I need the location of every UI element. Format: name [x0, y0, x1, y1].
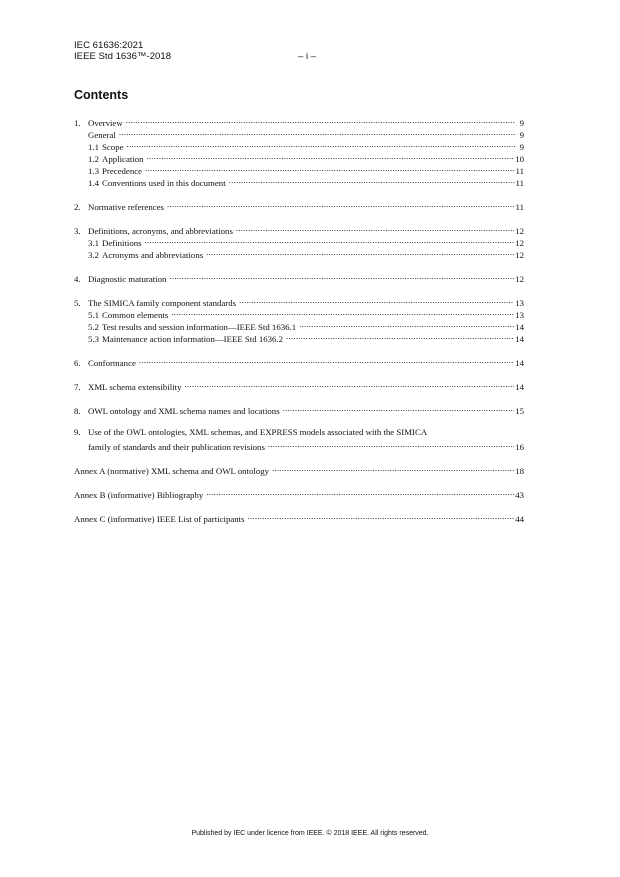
toc-entry-number: 1.2 — [88, 154, 99, 164]
toc-entry[interactable] — [74, 114, 524, 126]
toc-entry[interactable] — [74, 426, 524, 438]
toc-entry-page: 12 — [515, 274, 524, 284]
toc-entry-page: 15 — [515, 406, 524, 416]
toc-leader-dots — [229, 174, 515, 186]
toc-entry-label: Normative references — [88, 202, 164, 212]
page-title: Contents — [74, 88, 129, 102]
toc-entry-label: Test results and session information—IEEE Std 1636.1 — [102, 322, 297, 332]
toc-entry-label: Maintenance action information—IEEE Std 1636.2 — [102, 334, 284, 344]
toc-entry-number: 3.2 — [88, 250, 99, 260]
toc-entry-label-continued: family of standards and their publication revisions — [88, 442, 265, 452]
table-of-contents — [74, 114, 524, 522]
toc-entry-page: 12 — [515, 250, 524, 260]
toc-entry-page: 11 — [515, 202, 524, 212]
toc-entry-label: Conventions used in this document — [102, 178, 226, 188]
toc-leader-dots — [167, 198, 515, 210]
toc-leader-dots — [268, 438, 514, 450]
toc-entry-page: 11 — [515, 178, 524, 188]
toc-entry-page: 13 — [515, 310, 524, 320]
toc-leader-dots — [299, 318, 514, 330]
toc-leader-dots — [119, 126, 515, 138]
toc-entry-number: 5.2 — [88, 322, 99, 332]
toc-entry-page: 16 — [515, 442, 524, 452]
toc-entry[interactable] — [74, 354, 524, 366]
toc-entry[interactable] — [74, 294, 524, 306]
toc-entry-page: 14 — [515, 334, 524, 344]
toc-leader-dots — [169, 270, 514, 282]
toc-entry-label: The SIMICA family component standards — [88, 298, 237, 308]
toc-entry-number: 4. — [74, 274, 81, 284]
toc-entry-number: 7. — [74, 382, 81, 392]
toc-entry[interactable] — [74, 510, 524, 522]
toc-entry[interactable] — [74, 138, 524, 150]
toc-leader-dots — [145, 162, 514, 174]
toc-leader-dots — [185, 378, 515, 390]
copyright-footer: Published by IEC under licence from IEEE. © 2018 IEEE. All rights reserved. — [191, 830, 429, 837]
header-standard-iec: IEC 61636:2021 — [74, 40, 144, 51]
toc-entry-page: 14 — [515, 322, 524, 332]
toc-entry-number: 5.1 — [88, 310, 99, 320]
toc-entry-page: 9 — [519, 130, 524, 140]
toc-entry-page: 12 — [515, 226, 524, 236]
toc-entry-page: 43 — [515, 490, 524, 500]
toc-entry-number: 5.3 — [88, 334, 99, 344]
toc-entry-label: Annex B (informative) Bibliography — [74, 490, 204, 500]
toc-entry-label: Diagnostic maturation — [88, 274, 167, 284]
toc-entry-label: Application — [102, 154, 144, 164]
toc-leader-dots — [272, 462, 514, 474]
toc-entry-page: 13 — [515, 298, 524, 308]
toc-entry-number: 6. — [74, 358, 81, 368]
toc-leader-dots — [206, 486, 514, 498]
toc-entry[interactable] — [74, 378, 524, 390]
toc-entry-label: Scope — [102, 142, 124, 152]
toc-entry[interactable] — [74, 486, 524, 498]
toc-entry-label: OWL ontology and XML schema names and locations — [88, 406, 280, 416]
toc-leader-dots — [171, 306, 514, 318]
toc-entry-page: 14 — [515, 382, 524, 392]
toc-entry-number: 8. — [74, 406, 81, 416]
toc-entry[interactable] — [74, 462, 524, 474]
toc-entry-label: Acronyms and abbreviations — [102, 250, 204, 260]
toc-entry-label: Annex C (informative) IEEE List of participants — [74, 514, 245, 524]
toc-entry-number: 3.1 — [88, 238, 99, 248]
toc-entry-page: 11 — [515, 166, 524, 176]
toc-leader-dots — [145, 234, 515, 246]
toc-leader-dots — [286, 330, 514, 342]
toc-entry-label: Common elements — [102, 310, 169, 320]
toc-entry-page: 14 — [515, 358, 524, 368]
toc-entry-label: Conformance — [88, 358, 136, 368]
toc-entry-number: 2. — [74, 202, 81, 212]
toc-entry-page: 44 — [515, 514, 524, 524]
toc-entry-number: 1.3 — [88, 166, 99, 176]
toc-entry-label: General — [88, 130, 116, 140]
toc-entry-page: 10 — [515, 154, 524, 164]
toc-leader-dots — [248, 510, 515, 522]
toc-leader-dots — [283, 402, 515, 414]
toc-entry[interactable] — [74, 150, 524, 162]
toc-leader-dots — [236, 222, 514, 234]
page-number: – i – — [298, 51, 317, 62]
toc-entry[interactable] — [74, 270, 524, 282]
header-standard-ieee: IEEE Std 1636™-2018 — [74, 51, 172, 62]
toc-leader-dots — [126, 114, 515, 126]
toc-entry-number: 9. — [74, 427, 81, 437]
toc-entry-label: Overview — [88, 118, 123, 128]
toc-entry[interactable] — [74, 402, 524, 414]
toc-entry-page: 18 — [515, 466, 524, 476]
toc-leader-dots — [147, 150, 515, 162]
toc-leader-dots — [239, 294, 514, 306]
toc-entry-label: Precedence — [102, 166, 143, 176]
toc-entry-label: Definitions — [102, 238, 142, 248]
toc-entry[interactable] — [74, 126, 524, 138]
toc-entry-number: 1.4 — [88, 178, 99, 188]
toc-entry-number: 5. — [74, 298, 81, 308]
toc-leader-dots — [139, 354, 514, 366]
toc-entry-page: 12 — [515, 238, 524, 248]
toc-entry-number: 3. — [74, 226, 81, 236]
toc-leader-dots — [127, 138, 516, 150]
toc-entry-label: Definitions, acronyms, and abbreviations — [88, 226, 233, 236]
toc-entry-label: Annex A (normative) XML schema and OWL ontology — [74, 466, 270, 476]
toc-entry-number: 1. — [74, 118, 81, 128]
toc-entry-page: 9 — [519, 118, 524, 128]
toc-leader-dots — [206, 246, 514, 258]
toc-entry-number: 1.1 — [88, 142, 99, 152]
toc-entry-continuation[interactable] — [74, 438, 524, 450]
toc-entry-label: XML schema extensibility — [88, 382, 182, 392]
toc-entry-label: Use of the OWL ontologies, XML schemas, and EXPRESS models associated with the SIMICA — [88, 427, 428, 437]
toc-entry-page: 9 — [519, 142, 524, 152]
toc-entry[interactable] — [74, 198, 524, 210]
toc-entry[interactable] — [74, 222, 524, 234]
